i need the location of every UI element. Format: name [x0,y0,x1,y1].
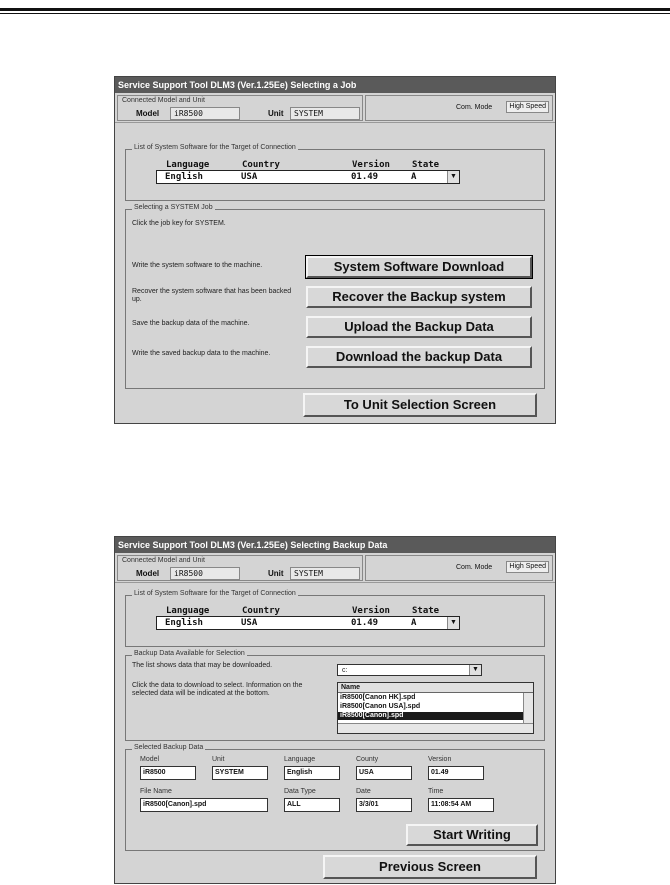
header-language: Language [166,606,210,616]
connected-label: Connected Model and Unit [122,557,205,564]
row-version: 01.49 [351,618,379,628]
software-list-title: List of System Software for the Target of Connection [134,590,296,597]
com-mode-value: High Speed [506,101,549,113]
software-list-title: List of System Software for the Target of Connection [134,144,296,151]
model-field: iR8500 [140,766,196,780]
com-mode [365,555,553,581]
header-version: Version [352,160,390,170]
software-list-group [125,590,545,647]
datatype-field-label: Data Type [284,788,316,795]
dropdown-arrow-icon[interactable]: ▼ [447,617,459,629]
version-field-label: Version [428,756,452,763]
model-value: iR8500 [170,567,240,580]
page-header-rule-thin [0,13,670,14]
job-group [125,204,545,389]
selected-backup-group [125,744,545,851]
selecting-job-window [114,76,556,424]
connected-model-unit [117,555,363,581]
selecting-backup-window [114,536,556,884]
backup-note-2: Click the data to download to select. Information on the selected data will be indicated at the bottom. [132,682,303,697]
row-country: USA [241,618,258,628]
model-label: Model [136,109,160,118]
system-software-download-button[interactable]: System Software Download [306,256,532,278]
unit-value: SYSTEM [290,567,360,580]
datatype-field: ALL [284,798,340,812]
software-list-group [125,144,545,201]
window-title: Service Support Tool DLM3 (Ver.1.25Ee) Selecting Backup Data [115,537,555,553]
model-field-label: Model [140,756,160,763]
software-select[interactable] [156,170,460,184]
drive-value: c: [342,667,348,674]
time-field: 11:08:54 AM [428,798,494,812]
list-header-name[interactable]: Name [338,683,534,693]
list-item[interactable]: iR8500[Canon HK].spd [340,694,416,701]
unit-field: SYSTEM [212,766,268,780]
vertical-scrollbar[interactable] [523,693,533,725]
row-version: 01.49 [351,172,379,182]
job-desc-1: Write the system software to the machine. [132,262,263,269]
drive-select[interactable] [337,664,482,676]
date-field: 3/3/01 [356,798,412,812]
connection-bar [115,93,555,123]
filename-field-label: File Name [140,788,172,795]
backup-data-group [125,650,545,741]
language-field: English [284,766,340,780]
job-desc-2: Recover the system software that has been backed up. [132,288,292,303]
start-writing-button[interactable]: Start Writing [406,824,538,846]
model-label: Model [136,569,160,578]
version-field: 01.49 [428,766,484,780]
unit-field-label: Unit [212,756,225,763]
job-instruction: Click the job key for SYSTEM. [132,220,226,227]
job-group-title: Selecting a SYSTEM Job [134,204,213,211]
dropdown-arrow-icon[interactable]: ▼ [469,665,481,675]
country-field: USA [356,766,412,780]
selected-backup-title: Selected Backup Data [134,744,204,751]
unit-label: Unit [268,569,284,578]
com-mode-value: High Speed [506,561,549,573]
header-state: State [412,606,440,616]
unit-label: Unit [268,109,284,118]
job-desc-3: Save the backup data of the machine. [132,320,250,327]
com-mode [365,95,553,121]
software-select[interactable] [156,616,460,630]
header-country: Country [242,160,280,170]
com-mode-label: Com. Mode [456,564,493,571]
row-language: English [165,172,203,182]
upload-backup-button[interactable]: Upload the Backup Data [306,316,532,338]
time-field-label: Time [428,788,444,795]
backup-note-1: The list shows data that may be downloaded. [132,662,273,669]
backup-file-list[interactable] [337,682,534,734]
date-field-label: Date [356,788,371,795]
job-desc-4: Write the saved backup data to the machine. [132,350,271,357]
page-header-rule [0,8,670,11]
window-title: Service Support Tool DLM3 (Ver.1.25Ee) Selecting a Job [115,77,555,93]
com-mode-label: Com. Mode [456,104,493,111]
dropdown-arrow-icon[interactable]: ▼ [447,171,459,183]
row-language: English [165,618,203,628]
download-backup-button[interactable]: Download the backup Data [306,346,532,368]
unit-value: SYSTEM [290,107,360,120]
header-country: Country [242,606,280,616]
filename-field: iR8500[Canon].spd [140,798,268,812]
backup-group-title: Backup Data Available for Selection [134,650,245,657]
row-country: USA [241,172,258,182]
list-item-selected[interactable]: iR8500[Canon].spd [338,712,524,720]
model-value: iR8500 [170,107,240,120]
connected-model-unit [117,95,363,121]
header-state: State [412,160,440,170]
header-version: Version [352,606,390,616]
row-state: A [411,172,417,182]
country-field-label: County [356,756,379,763]
previous-screen-button[interactable]: Previous Screen [323,855,537,879]
list-item[interactable]: iR8500[Canon USA].spd [340,703,421,710]
recover-backup-button[interactable]: Recover the Backup system [306,286,532,308]
connected-label: Connected Model and Unit [122,97,205,104]
language-field-label: Language [284,756,316,763]
connection-bar [115,553,555,583]
row-state: A [411,618,417,628]
to-unit-selection-button[interactable]: To Unit Selection Screen [303,393,537,417]
header-language: Language [166,160,210,170]
horizontal-scrollbar[interactable] [338,723,534,733]
